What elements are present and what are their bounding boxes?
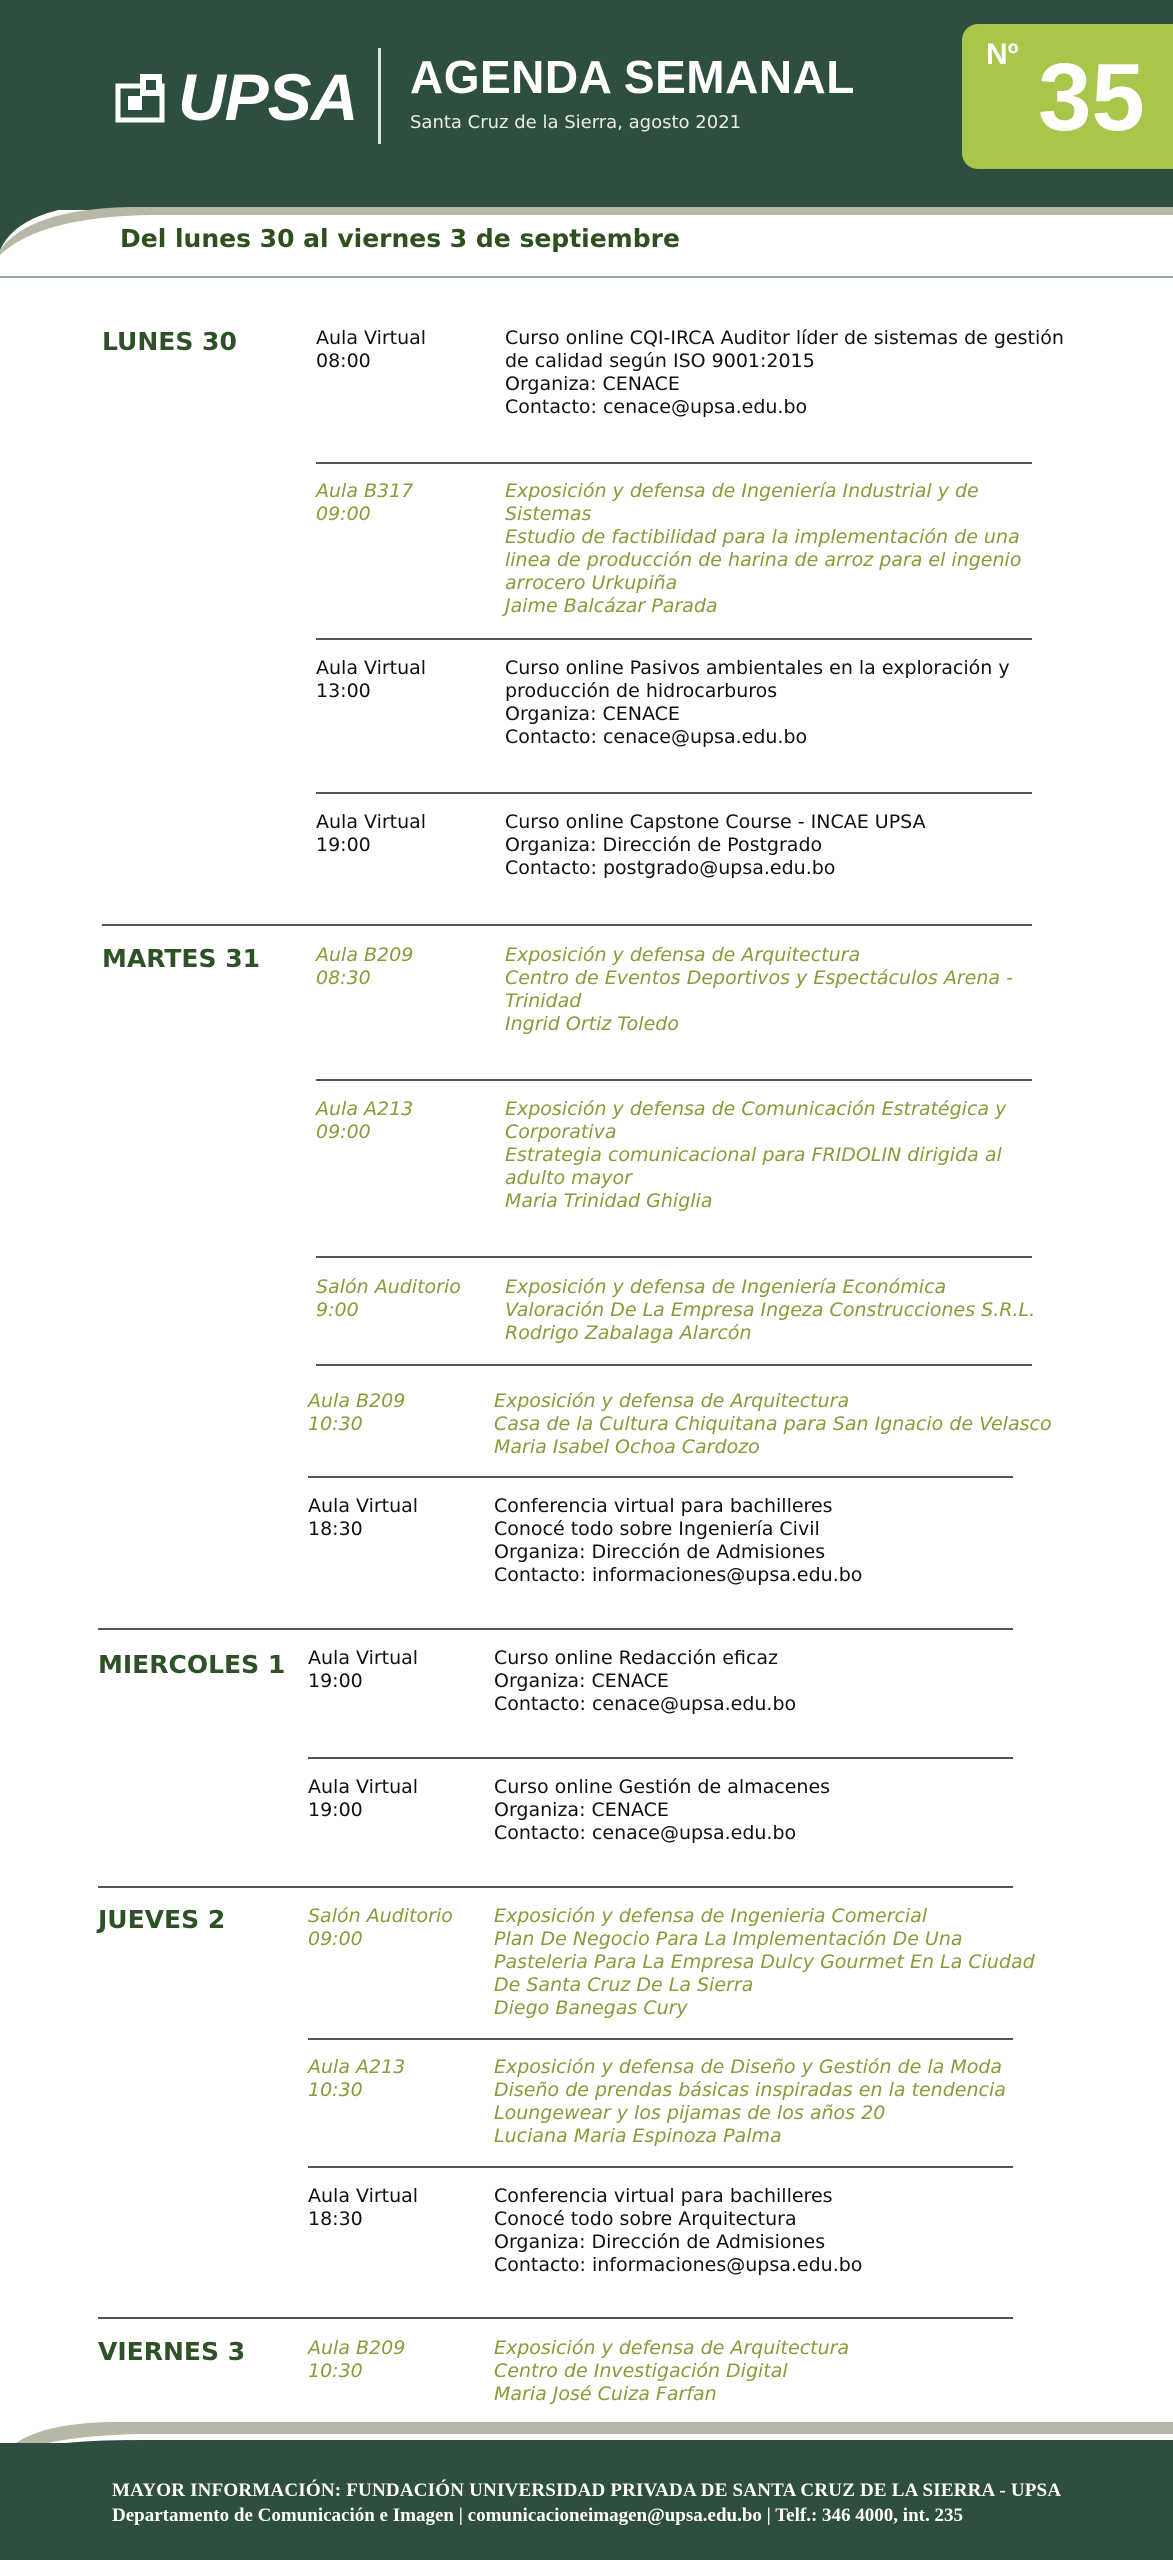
event-separator — [316, 462, 1032, 464]
event-line: Contacto: informaciones@upsa.edu.bo — [494, 2254, 863, 2276]
event-time: 08:30 — [316, 967, 371, 989]
day-label-thursday: JUEVES 2 — [98, 1905, 226, 1934]
event-line: Trinidad — [505, 990, 582, 1012]
day-label-monday: LUNES 30 — [102, 327, 237, 356]
event-line: Pasteleria Para La Empresa Dulcy Gourmet En La Ciudad — [494, 1951, 1035, 1973]
event-line: Diseño de prendas básicas inspiradas en la tendencia — [494, 2079, 1006, 2101]
event-line: Curso online Pasivos ambientales en la exploración y — [505, 657, 1010, 679]
event-time: 10:30 — [308, 2079, 363, 2101]
event-line: Organiza: CENACE — [505, 373, 680, 395]
day-separator — [98, 1628, 1013, 1630]
footer-contact-line: Departamento de Comunicación e Imagen | comunicacioneimagen@upsa.edu.bo | Telf.: 346 4000, int. 235 — [112, 2505, 963, 2526]
event-line: Organiza: Dirección de Admisiones — [494, 2231, 826, 2253]
event-line: Contacto: postgrado@upsa.edu.bo — [505, 857, 836, 879]
day-label-friday: VIERNES 3 — [98, 2337, 246, 2366]
event-location: Aula Virtual — [308, 1776, 419, 1798]
event-time: 08:00 — [316, 350, 371, 372]
event-location: Aula A213 — [308, 2056, 406, 2078]
event-line: Contacto: informaciones@upsa.edu.bo — [494, 1564, 863, 1586]
event-line: Exposición y defensa de Ingenieria Comercial — [494, 1905, 928, 1927]
event-location: Aula B317 — [316, 480, 414, 502]
day-label-tuesday: MARTES 31 — [102, 944, 260, 973]
header — [0, 0, 1173, 210]
event-time: 18:30 — [308, 2208, 363, 2230]
event-line: Corporativa — [505, 1121, 617, 1143]
page-title: AGENDA SEMANAL — [410, 51, 855, 103]
event-line: Sistemas — [505, 503, 592, 525]
footer-info-line: MAYOR INFORMACIÓN: FUNDACIÓN UNIVERSIDAD PRIVADA DE SANTA CRUZ DE LA SIERRA - UPSA — [112, 2480, 1062, 2501]
event-line: Diego Banegas Cury — [494, 1997, 688, 2019]
event-time: 10:30 — [308, 1413, 363, 1435]
event-line: de calidad según ISO 9001:2015 — [505, 350, 815, 372]
event-location: Aula Virtual — [308, 2185, 419, 2207]
event-location: Aula Virtual — [316, 657, 427, 679]
event-line: Valoración De La Empresa Ingeza Construcciones S.R.L. — [505, 1299, 1036, 1321]
event-time: 9:00 — [316, 1299, 359, 1321]
event-line: Exposición y defensa de Comunicación Estratégica y — [505, 1098, 1007, 1120]
event-line: Estrategia comunicacional para FRIDOLIN dirigida al — [505, 1144, 1002, 1166]
event-time: 10:30 — [308, 2360, 363, 2382]
upsa-emblem-icon — [112, 68, 170, 126]
event-line: Curso online Capstone Course - INCAE UPSA — [505, 811, 926, 833]
event-line: Maria Trinidad Ghiglia — [505, 1190, 713, 1212]
event-line: Contacto: cenace@upsa.edu.bo — [505, 726, 808, 748]
event-line: Contacto: cenace@upsa.edu.bo — [494, 1693, 797, 1715]
event-line: Conferencia virtual para bachilleres — [494, 2185, 833, 2207]
event-time: 19:00 — [308, 1799, 363, 1821]
day-separator — [102, 924, 1032, 926]
event-separator — [308, 1476, 1013, 1478]
event-line: Centro de Investigación Digital — [494, 2360, 788, 2382]
event-line: Curso online CQI-IRCA Auditor líder de sistemas de gestión — [505, 327, 1064, 349]
event-line: Loungewear y los pijamas de los años 20 — [494, 2102, 886, 2124]
event-line: Casa de la Cultura Chiquitana para San Ignacio de Velasco — [494, 1413, 1052, 1435]
event-separator — [316, 638, 1032, 640]
event-line: Exposición y defensa de Diseño y Gestión de la Moda — [494, 2056, 1003, 2078]
event-separator — [308, 2038, 1013, 2040]
event-line: Maria Isabel Ochoa Cardozo — [494, 1436, 760, 1458]
event-line: Organiza: CENACE — [494, 1799, 669, 1821]
issue-number-label: Nº — [986, 38, 1019, 71]
event-line: producción de hidrocarburos — [505, 680, 778, 702]
event-separator — [316, 792, 1032, 794]
event-line: Organiza: Dirección de Postgrado — [505, 834, 823, 856]
event-location: Aula Virtual — [308, 1495, 419, 1517]
upsa-logo — [112, 62, 357, 132]
page-subtitle: Santa Cruz de la Sierra, agosto 2021 — [410, 112, 742, 133]
issue-number: 35 — [1038, 44, 1145, 151]
event-line: De Santa Cruz De La Sierra — [494, 1974, 754, 1996]
event-line: Plan De Negocio Para La Implementación De Una — [494, 1928, 963, 1950]
event-line: Contacto: cenace@upsa.edu.bo — [505, 396, 808, 418]
event-location: Aula Virtual — [316, 811, 427, 833]
event-line: Contacto: cenace@upsa.edu.bo — [494, 1822, 797, 1844]
event-line: linea de producción de harina de arroz para el ingenio — [505, 549, 1022, 571]
event-line: Exposición y defensa de Ingeniería Económica — [505, 1276, 947, 1298]
event-line: Curso online Gestión de almacenes — [494, 1776, 831, 1798]
event-line: Exposición y defensa de Ingeniería Industrial y de — [505, 480, 979, 502]
event-line: Centro de Eventos Deportivos y Espectáculos Arena - — [505, 967, 1013, 989]
header-rule — [0, 276, 1173, 278]
event-location: Aula Virtual — [316, 327, 427, 349]
event-line: Estudio de factibilidad para la implementación de una — [505, 526, 1020, 548]
event-line: Exposición y defensa de Arquitectura — [505, 944, 861, 966]
event-time: 13:00 — [316, 680, 371, 702]
event-line: Organiza: CENACE — [505, 703, 680, 725]
event-location: Salón Auditorio — [308, 1905, 453, 1927]
event-line: Ingrid Ortiz Toledo — [505, 1013, 679, 1035]
event-separator — [308, 1757, 1013, 1759]
event-line: Luciana Maria Espinoza Palma — [494, 2125, 782, 2147]
event-line: Organiza: Dirección de Admisiones — [494, 1541, 826, 1563]
week-date-range: Del lunes 30 al viernes 3 de septiembre — [120, 224, 680, 253]
event-line: Rodrigo Zabalaga Alarcón — [505, 1322, 752, 1344]
event-time: 09:00 — [316, 1121, 371, 1143]
event-location: Aula B209 — [308, 1390, 406, 1412]
event-line: adulto mayor — [505, 1167, 632, 1189]
day-label-wednesday: MIERCOLES 1 — [98, 1650, 286, 1679]
event-time: 09:00 — [316, 503, 371, 525]
event-separator — [316, 1364, 1032, 1366]
header-divider — [378, 48, 381, 144]
event-time: 19:00 — [316, 834, 371, 856]
event-location: Aula Virtual — [308, 1647, 419, 1669]
event-location: Salón Auditorio — [316, 1276, 461, 1298]
event-line: Organiza: CENACE — [494, 1670, 669, 1692]
event-separator — [316, 1256, 1032, 1258]
event-line: Conocé todo sobre Arquitectura — [494, 2208, 797, 2230]
event-line: Exposición y defensa de Arquitectura — [494, 1390, 850, 1412]
event-line: Curso online Redacción eficaz — [494, 1647, 779, 1669]
event-line: Conferencia virtual para bachilleres — [494, 1495, 833, 1517]
event-line: Maria José Cuiza Farfan — [494, 2383, 717, 2405]
event-line: Jaime Balcázar Parada — [505, 595, 718, 617]
event-time: 19:00 — [308, 1670, 363, 1692]
event-line: Conocé todo sobre Ingeniería Civil — [494, 1518, 820, 1540]
event-line: Exposición y defensa de Arquitectura — [494, 2337, 850, 2359]
event-time: 18:30 — [308, 1518, 363, 1540]
event-location: Aula B209 — [308, 2337, 406, 2359]
event-line: arrocero Urkupiña — [505, 572, 678, 594]
event-time: 09:00 — [308, 1928, 363, 1950]
event-separator — [316, 1079, 1032, 1081]
day-separator — [98, 1886, 1013, 1888]
day-separator — [98, 2317, 1013, 2319]
event-separator — [308, 2166, 1013, 2168]
event-location: Aula A213 — [316, 1098, 414, 1120]
event-location: Aula B209 — [316, 944, 414, 966]
issue-number-badge — [962, 24, 1173, 169]
logo-wordmark: UPSA — [178, 60, 358, 134]
